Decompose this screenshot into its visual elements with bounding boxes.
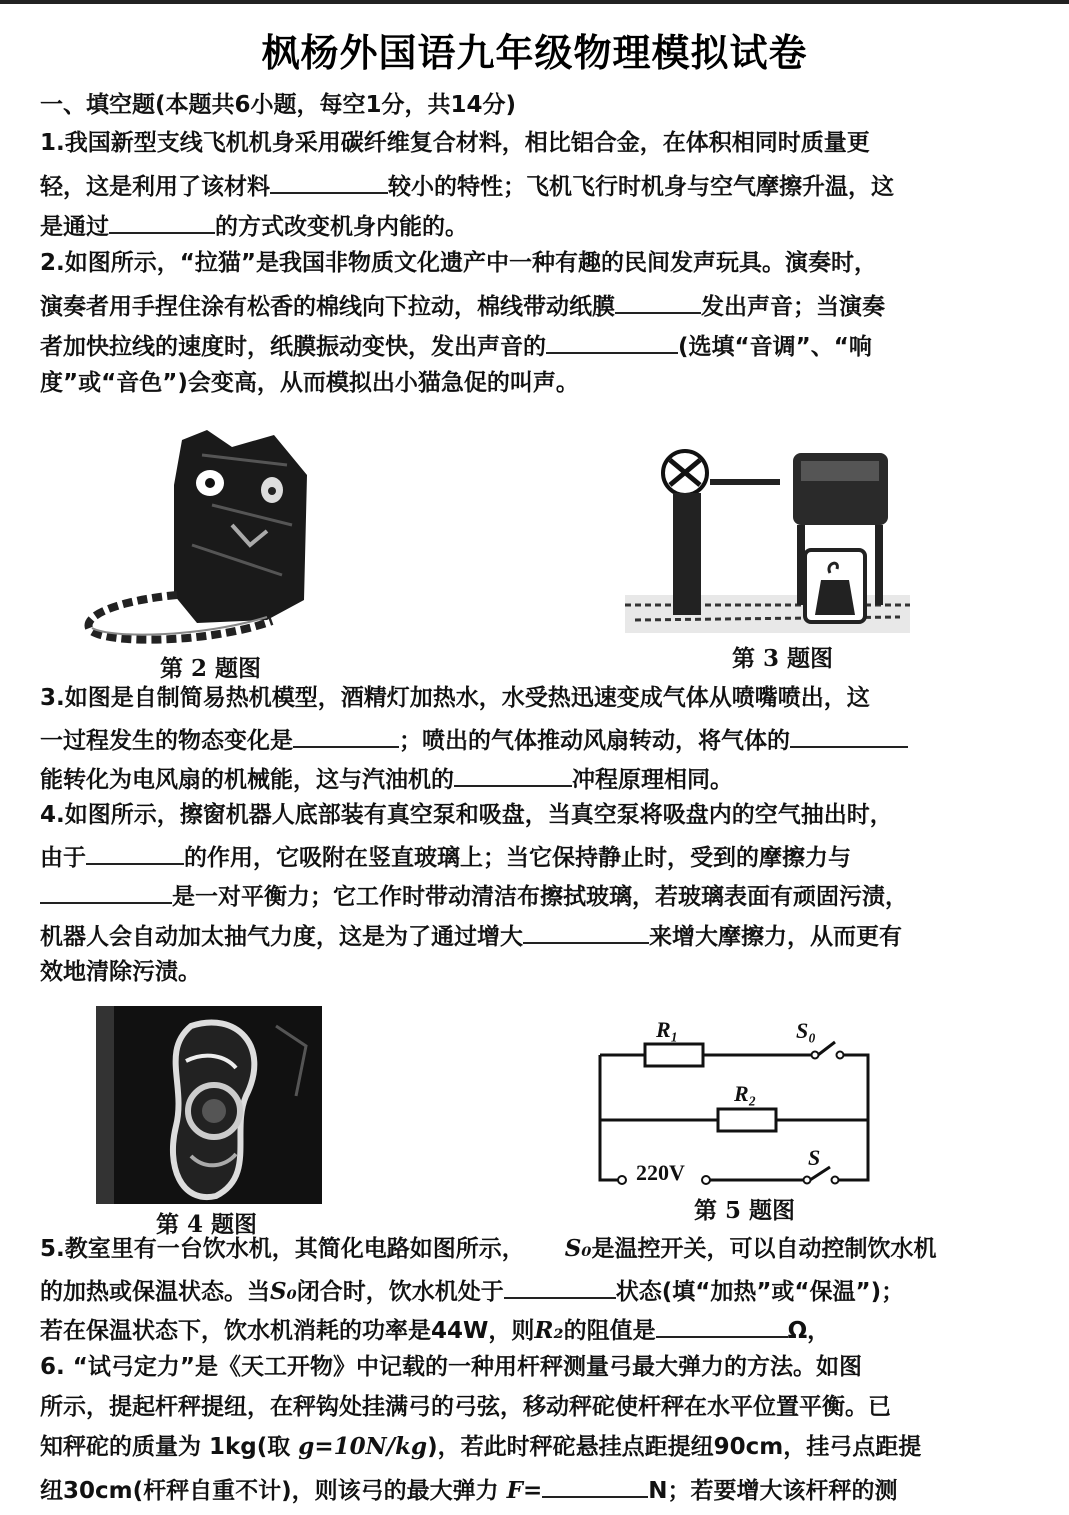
q5-text: 5.教室里有一台饮水机，其简化电路如图所示，: [40, 1236, 525, 1262]
q5-text: 状态(填“加热”或“保温”)；: [615, 1279, 905, 1305]
q2-line-4: 度”或“音色”)会变高，从而模拟出小猫急促的叫声。: [40, 370, 579, 396]
q4-line-5: 效地清除污渍。: [40, 959, 201, 985]
q5-text: 的阻值是: [563, 1318, 656, 1344]
q5-text: 的加热或保温状态。当: [40, 1279, 270, 1305]
q5-blank-2[interactable]: [656, 1312, 788, 1338]
q3-blank-2[interactable]: [790, 722, 908, 748]
fig3-heat-engine-image: [625, 445, 910, 635]
q3-text: 冲程原理相同。: [572, 767, 733, 793]
q1-text: 的方式改变机身内能的。: [215, 214, 468, 240]
q3-text: 能转化为电风扇的机械能，这与汽油机的: [40, 767, 454, 793]
q4-line-1: 4.如图所示，擦窗机器人底部装有真空泵和吸盘，当真空泵将吸盘内的空气抽出时，: [40, 802, 893, 828]
fig4-window-robot-image: [96, 1006, 322, 1204]
q4-blank-3[interactable]: [523, 918, 649, 944]
q5-blank-1[interactable]: [504, 1273, 616, 1299]
q5-line-1: [40, 1234, 936, 1264]
q4-line-3: [40, 878, 908, 912]
q2-line-3: [40, 328, 872, 362]
q3-line-1: 3.如图是自制简易热机模型，酒精灯加热水，水受热迅速变成气体从喷嘴喷出，这: [40, 685, 870, 711]
fig5-r2-label: R₂: [734, 1081, 757, 1106]
q2-blank-2[interactable]: [546, 328, 678, 354]
q5-r2-symbol: R₂: [534, 1317, 564, 1344]
fig2-caption: 第 2 题图: [160, 655, 262, 682]
top-border-line: [0, 0, 1069, 4]
page-title: 枫杨外国语九年级物理模拟试卷: [261, 30, 808, 75]
q6-line-4: [40, 1472, 898, 1506]
q1-line-2: [40, 168, 894, 202]
q5-text: 若在保温状态下，饮水机消耗的功率是44W，则: [40, 1318, 535, 1344]
q2-text: 演奏者用手捏住涂有松香的棉线向下拉动，棉线带动纸膜: [40, 294, 615, 320]
q5-line-2: [40, 1273, 904, 1307]
q1-line-3: [40, 208, 468, 242]
fig5-circuit-diagram: [590, 1012, 880, 1192]
q2-blank-1[interactable]: [615, 288, 701, 314]
q6-force-symbol: F=: [506, 1477, 543, 1504]
fig5-s-label: S: [808, 1145, 821, 1170]
q1-text: 较小的特性；飞机飞行时机身与空气摩擦升温，这: [388, 174, 894, 200]
q2-line-2: [40, 288, 885, 322]
q6-line-3: [40, 1432, 921, 1462]
q1-blank-2[interactable]: [109, 208, 215, 234]
q6-text: 纽30cm(杆秤自重不计)，则该弓的最大弹力: [40, 1478, 507, 1504]
fig5-voltage-label: 220V: [636, 1160, 685, 1185]
fig5-s0-label: S₀: [796, 1018, 816, 1043]
q4-line-4: [40, 918, 902, 952]
q4-text: 来增大摩擦力，从而更有: [649, 924, 902, 950]
section-heading: 一、填空题(本题共6小题，每空1分，共14分): [40, 92, 517, 118]
q3-blank-3[interactable]: [454, 761, 572, 787]
q5-text: 闭合时，饮水机处于: [296, 1279, 504, 1305]
q1-blank-1[interactable]: [270, 168, 388, 194]
q4-text: 的作用，它吸附在竖直玻璃上；当它保持静止时，受到的摩擦力与: [184, 845, 851, 871]
q3-blank-1[interactable]: [293, 722, 399, 748]
fig5-r1-label: R₁: [656, 1017, 679, 1042]
q6-text: N；若要增大该杆秤的测: [648, 1478, 898, 1504]
q1-line-1: 1.我国新型支线飞机机身采用碳纤维复合材料，相比铝合金，在体积相同时质量更: [40, 130, 870, 156]
q1-text: 轻，这是利用了该材料: [40, 174, 270, 200]
q4-blank-1[interactable]: [86, 839, 184, 865]
fig5-caption: 第 5 题图: [694, 1197, 796, 1224]
q6-text: 知秤砣的质量为 1kg(取: [40, 1434, 299, 1460]
fig4-caption: 第 4 题图: [156, 1211, 258, 1238]
q6-blank-1[interactable]: [542, 1472, 648, 1498]
q6-gravity-constant: g=10N/kg: [298, 1433, 428, 1460]
q5-line-3: [40, 1312, 830, 1346]
q6-line-2: 所示，提起杆秤提纽，在秤钩处挂满弓的弓弦，移动秤砣使杆秤在水平位置平衡。已: [40, 1394, 891, 1420]
q3-line-2: [40, 722, 908, 756]
q4-line-2: [40, 839, 851, 873]
q3-text: 一过程发生的物态变化是: [40, 728, 293, 754]
fig2-cat-toy-image: [82, 425, 312, 650]
q3-text: ；喷出的气体推动风扇转动，将气体的: [399, 728, 790, 754]
q2-line-1: 2.如图所示，“拉猫”是我国非物质文化遗产中一种有趣的民间发声玩具。演奏时，: [40, 250, 877, 276]
q5-s0-symbol: S₀: [564, 1235, 592, 1262]
q4-text: 由于: [40, 845, 86, 871]
q5-text: Ω，: [787, 1318, 831, 1344]
q6-line-1: 6. “试弓定力”是《天工开物》中记载的一种用杆秤测量弓最大弹力的方法。如图: [40, 1354, 862, 1380]
q1-text: 是通过: [40, 214, 109, 240]
q2-text: (选填“音调”、“响: [678, 334, 872, 360]
q4-text: 是一对平衡力；它工作时带动清洁布擦拭玻璃，若玻璃表面有顽固污渍，: [172, 884, 908, 910]
q2-text: 发出声音；当演奏: [701, 294, 885, 320]
q4-text: 机器人会自动加太抽气力度，这是为了通过增大: [40, 924, 523, 950]
q3-line-3: [40, 761, 733, 795]
fig3-caption: 第 3 题图: [732, 645, 834, 672]
q6-text: )，若此时秤砣悬挂点距提纽90cm，挂弓点距提: [427, 1434, 922, 1460]
q2-text: 者加快拉线的速度时，纸膜振动变快，发出声音的: [40, 334, 546, 360]
q4-blank-2[interactable]: [40, 878, 172, 904]
q5-s0-symbol: S₀: [270, 1278, 297, 1305]
q5-text: 是温控开关，可以自动控制饮水机: [591, 1236, 937, 1262]
